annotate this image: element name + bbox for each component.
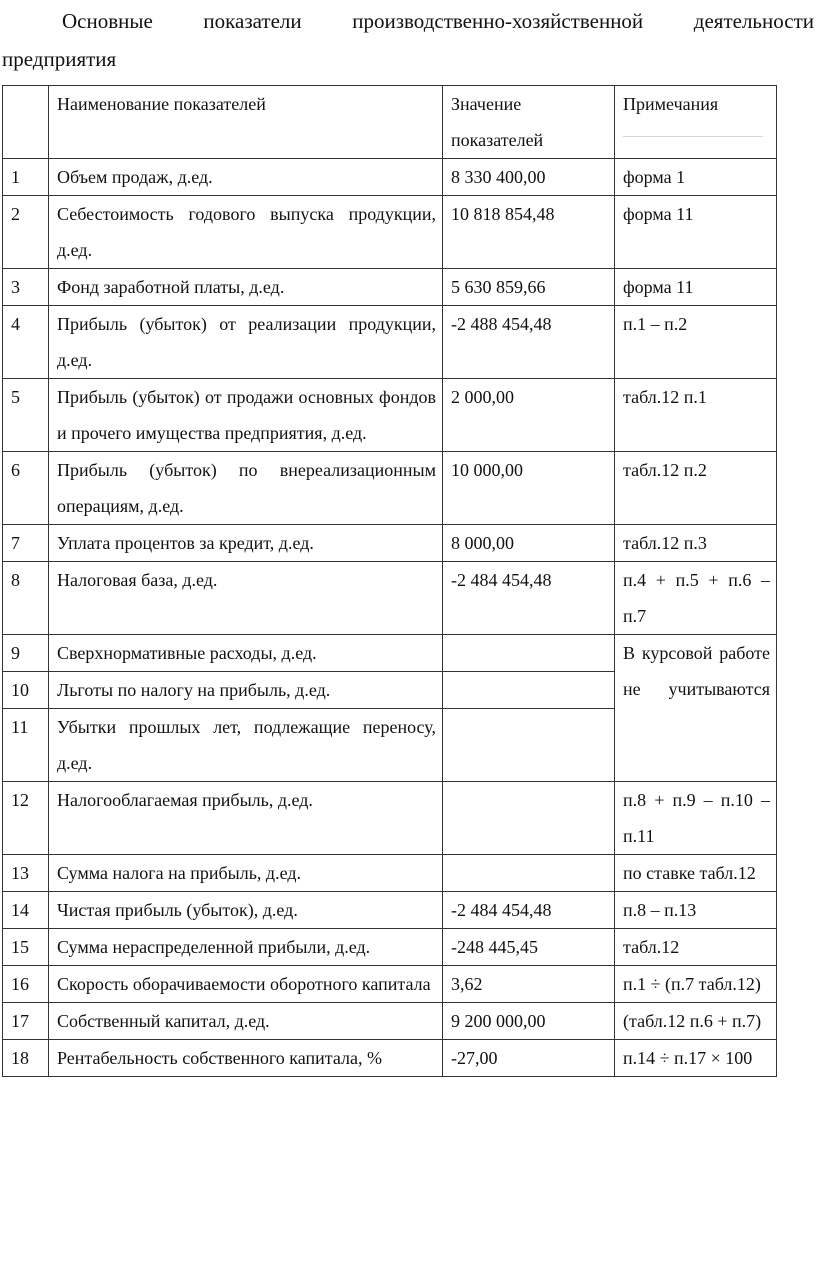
row-note: (табл.12 п.6 + п.7) — [615, 1003, 777, 1040]
row-value: -2 488 454,48 — [443, 306, 615, 379]
row-name: Налоговая база, д.ед. — [49, 562, 443, 635]
row-num: 5 — [3, 379, 49, 452]
row-value: -248 445,45 — [443, 929, 615, 966]
table-row — [3, 1003, 777, 1040]
header-note-label: Примечания — [623, 94, 719, 114]
merged-note: В курсовой работе не учитываются — [615, 635, 777, 782]
row-value — [443, 855, 615, 892]
row-num: 10 — [3, 672, 49, 709]
row-num: 6 — [3, 452, 49, 525]
row-name: Скорость оборачиваемости оборотного капитала — [49, 966, 443, 1003]
row-name: Прибыль (убыток) по внереализационным операциям, д.ед. — [49, 452, 443, 525]
row-name: Собственный капитал, д.ед. — [49, 1003, 443, 1040]
row-value — [443, 782, 615, 855]
row-name: Льготы по налогу на прибыль, д.ед. — [49, 672, 443, 709]
row-num: 17 — [3, 1003, 49, 1040]
row-note: форма 11 — [615, 269, 777, 306]
table-row — [3, 379, 777, 452]
row-value — [443, 709, 615, 782]
row-num: 8 — [3, 562, 49, 635]
row-note: п.14 ÷ п.17 × 100 — [615, 1040, 777, 1077]
row-value: -27,00 — [443, 1040, 615, 1077]
table-header-row — [3, 86, 777, 159]
table-row — [3, 1040, 777, 1077]
table-row — [3, 159, 777, 196]
row-note: по ставке табл.12 — [615, 855, 777, 892]
row-value — [443, 672, 615, 709]
table-row — [3, 966, 777, 1003]
table-row — [3, 562, 777, 635]
header-note-divider — [623, 136, 763, 137]
table-row — [3, 306, 777, 379]
title-line-1: Основные показатели производственно-хозяйственной деятельности — [62, 9, 814, 33]
row-value: -2 484 454,48 — [443, 562, 615, 635]
row-note: табл.12 п.1 — [615, 379, 777, 452]
row-name: Прибыль (убыток) от продажи основных фондов и прочего имущества предприятия, д.ед. — [49, 379, 443, 452]
table-row — [3, 855, 777, 892]
header-name: Наименование показателей — [49, 86, 443, 159]
row-value: 8 000,00 — [443, 525, 615, 562]
row-value: 10 000,00 — [443, 452, 615, 525]
row-name: Уплата процентов за кредит, д.ед. — [49, 525, 443, 562]
row-name: Объем продаж, д.ед. — [49, 159, 443, 196]
table-row — [3, 269, 777, 306]
table-row — [3, 782, 777, 855]
row-note: форма 11 — [615, 196, 777, 269]
row-num: 2 — [3, 196, 49, 269]
row-name: Прибыль (убыток) от реализации продукции, д.ед. — [49, 306, 443, 379]
row-num: 9 — [3, 635, 49, 672]
table-row — [3, 196, 777, 269]
row-name: Себестоимость годового выпуска продукции, д.ед. — [49, 196, 443, 269]
row-num: 3 — [3, 269, 49, 306]
row-num: 1 — [3, 159, 49, 196]
document-title — [0, 0, 816, 80]
row-value: 10 818 854,48 — [443, 196, 615, 269]
header-num — [3, 86, 49, 159]
title-line-2: предприятия — [2, 47, 117, 71]
row-value: -2 484 454,48 — [443, 892, 615, 929]
indicators-table — [2, 85, 777, 1077]
row-note: п.8 + п.9 – п.10 – п.11 — [615, 782, 777, 855]
row-num: 18 — [3, 1040, 49, 1077]
row-value: 5 630 859,66 — [443, 269, 615, 306]
row-value: 9 200 000,00 — [443, 1003, 615, 1040]
row-name: Сумма нераспределенной прибыли, д.ед. — [49, 929, 443, 966]
row-name: Фонд заработной платы, д.ед. — [49, 269, 443, 306]
row-name: Сверхнормативные расходы, д.ед. — [49, 635, 443, 672]
row-note: п.8 – п.13 — [615, 892, 777, 929]
row-num: 7 — [3, 525, 49, 562]
row-name: Рентабельность собственного капитала, % — [49, 1040, 443, 1077]
row-note: п.1 ÷ (п.7 табл.12) — [615, 966, 777, 1003]
header-value: Значение показателей — [443, 86, 615, 159]
row-value: 2 000,00 — [443, 379, 615, 452]
row-name: Налогооблагаемая прибыль, д.ед. — [49, 782, 443, 855]
table-row — [3, 635, 777, 672]
table-row — [3, 929, 777, 966]
row-note: форма 1 — [615, 159, 777, 196]
row-num: 12 — [3, 782, 49, 855]
row-note: табл.12 п.2 — [615, 452, 777, 525]
row-name: Сумма налога на прибыль, д.ед. — [49, 855, 443, 892]
row-note: табл.12 п.3 — [615, 525, 777, 562]
row-value — [443, 635, 615, 672]
table-row — [3, 452, 777, 525]
row-num: 16 — [3, 966, 49, 1003]
row-num: 14 — [3, 892, 49, 929]
row-note: табл.12 — [615, 929, 777, 966]
row-note: п.1 – п.2 — [615, 306, 777, 379]
row-name: Убытки прошлых лет, подлежащие переносу, д.ед. — [49, 709, 443, 782]
row-value: 3,62 — [443, 966, 615, 1003]
header-note — [615, 86, 777, 159]
row-name: Чистая прибыль (убыток), д.ед. — [49, 892, 443, 929]
row-num: 13 — [3, 855, 49, 892]
row-note: п.4 + п.5 + п.6 – п.7 — [615, 562, 777, 635]
table-row — [3, 525, 777, 562]
row-num: 11 — [3, 709, 49, 782]
table-row — [3, 892, 777, 929]
row-num: 15 — [3, 929, 49, 966]
row-num: 4 — [3, 306, 49, 379]
row-value: 8 330 400,00 — [443, 159, 615, 196]
